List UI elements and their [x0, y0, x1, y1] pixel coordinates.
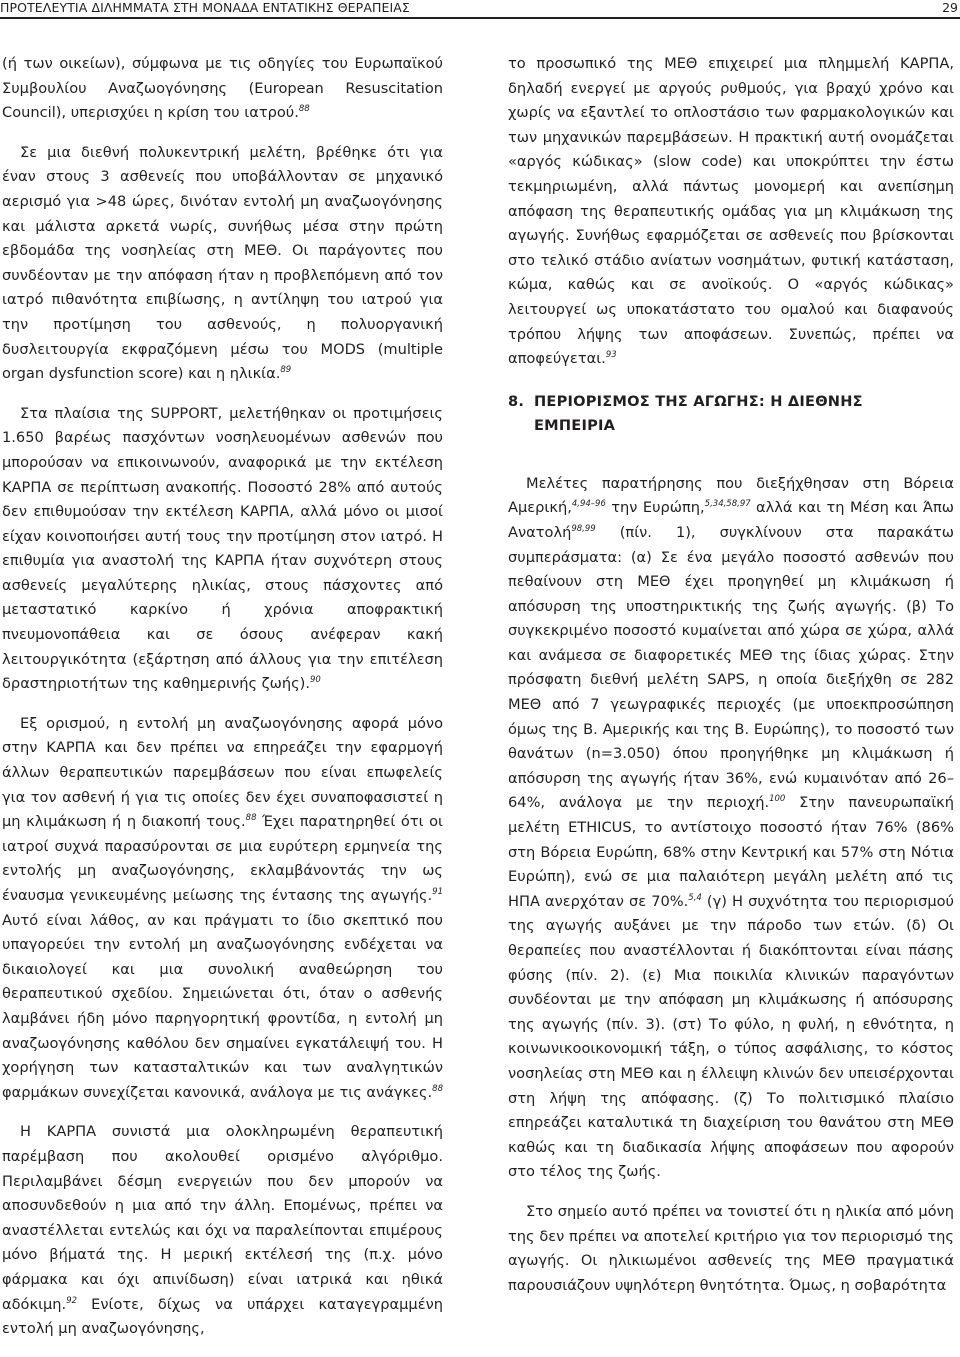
paragraph-text: το προσωπικό της ΜΕΘ επιχειρεί μια πλημμελή ΚΑΡΠΑ, δηλαδή ενεργεί με αργούς ρυθμούς, για βραχύ χρόνο και χωρίς να εξαντλεί το οπλοστάσιο των φαρμακολογικών και των μηχανικών παρεμβάσεων. Η πρακτική αυτή ονομάζεται «αργός κώδικας» (slow code) και υποκρύπτει την έστω τεκμηριωμένη, αλλά πάντως μονομερή και ανεπίσημη απόφαση της θεραπευτικής ομάδας για μη κλιμάκωση της αγωγής. Συνήθως εφαρμόζεται σε ασθενείς που βρίσκονται στο τελικό στάδιο ανίατων νοσημάτων, φυτική κατάσταση, κώμα, καθώς και σε ανοϊκούς. Ο «αργός κώδικας» λειτουργεί ως υποκατάστατο του ομαλού και διαφανούς τρόπου λήψης των αποφάσεων. Συνεπώς, πρέπει να αποφεύγεται. [508, 55, 954, 368]
paragraph [508, 472, 954, 1185]
paragraph [2, 1120, 443, 1341]
paragraph-text: Στην πανευρωπαϊκή μελέτη ETHICUS, το αντίστοιχο ποσοστό ήταν 76% (86% στη Βόρεια Ευρώπη, 68% στην Κεντρική και 57% στη Νότια Ευρώπη), ενώ σε μια παλαιότερη μεγάλη μελέτη από τις ΗΠΑ ανερχόταν σε 70%. [508, 794, 954, 910]
citation: 88 [298, 104, 310, 115]
header-rule [0, 17, 960, 19]
left-column [2, 52, 443, 1357]
section-number: 8. [508, 392, 525, 410]
paragraph [2, 712, 443, 1106]
citation: 100 [769, 794, 786, 805]
citation: 93 [605, 350, 617, 361]
paragraph-text: την Ευρώπη, [605, 499, 705, 517]
paragraph [508, 1200, 954, 1298]
paragraph-text: Μελέτες παρατήρησης που διεξήχθησαν στη Βόρεια Αμερική, [508, 474, 954, 517]
paragraph-text: Σε μια διεθνή πολυκεντρική μελέτη, βρέθηκε ότι για έναν στους 3 ασθενείς που υποβάλλονταν σε μηχανικό αερισμό για >48 ώρες, δινόταν εντολή μη αναζωογόνησης και μάλιστα αρκετά νωρίς, συνήθως μέσα στην πρώτη εβδομάδα της νοσηλείας στη ΜΕΘ. Οι παράγοντες που συνδέονταν με την απόφαση ήταν η προβλεπόμενη από τον ιατρό πιθανότητα επιβίωσης, η αντίληψη του ιατρού για την προτίμηση του ασθενούς, η πολυοργανική δυσλειτουργία εκφραζόμενη μέσω του MODS (multiple organ dysfunction score) και η ηλικία. [2, 143, 443, 383]
citation: 91 [432, 887, 443, 897]
paragraph-text: Στα πλαίσια της SUPPORT, μελετήθηκαν οι προτιμήσεις 1.650 βαρέως πασχόντων νοσηλευομένων ασθενών που μπορούσαν να επικοινωνούν, αναφορικά με την εκτέλεση ΚΑΡΠΑ σε περίπτωση ανακοπής. Ποσοστό 28% από αυτούς δεν επιθυμούσαν την εκτέλεση ΚΑΡΠΑ, αλλά μόνο οι μισοί είχαν κοινοποιήσει αυτή τους την προτίμηση στον ιατρό. Η επιθυμία για αναστολή της ΚΑΡΠΑ ήταν συχνότερη στους ασθενείς μεγαλύτερης ηλικίας, στους πάσχοντες από μεταστατικό καρκίνο ή χρόνια αποφρακτική πνευμονοπάθεια και σε όσους ανέφεραν κακή λειτουργικότητα (εξάρτηση από άλλους για την επιτέλεση δραστηριοτήτων της καθημερινής ζωής). [2, 404, 443, 693]
paragraph-text: (πίν. 1), συγκλίνουν στα παρακάτω συμπεράσματα: (α) Σε ένα μεγάλο ποσοστό ασθενών που πεθαίνουν στη ΜΕΘ έχει προηγηθεί μη κλιμάκωση ή απόσυρση της υποστηρικτικής της ζωής αγωγής. (β) Το συγκεκριμένο ποσοστό κυμαίνεται από χώρα σε χώρα, αλλά και ανάμεσα σε διαφορετικές ΜΕΘ της ίδιας χώρας. Στην πρόσφατη διεθνή μελέτη SAPS, η οποία διεξήχθη σε 282 ΜΕΘ από 7 γεωγραφικές περιοχές (με υποεκπροσώπηση όμως της Β. Αμερικής και της Β. Ευρώπης), το ποσοστό των θανάτων (n=3.050) όπου προηγήθηκε μη κλιμάκωση ή απόσυρση της αγωγής ήταν 36%, ενώ κυμαινόταν από 26–64%, ανάλογα με την περιοχή. [508, 523, 954, 812]
paragraph [2, 52, 443, 126]
paragraph-text: αλλά και τη Μέση και Άπω Ανατολή [508, 499, 954, 541]
paragraph-text: Έχει παρατηρηθεί ότι οι ιατροί συχνά παρασύρονται σε μια ευρύτερη ερμηνεία της εντολής μη αναζωογόνησης, εκλαμβάνοντάς την ως έναυσμα γενικευμένης μείωσης της έντασης της αγωγής. [2, 813, 443, 904]
paragraph-text: (ή των οικείων), σύμφωνα με τις οδηγίες του Ευρωπαϊκού Συμβουλίου Αναζωογόνησης (European Resuscitation Council), υπερισχύει η κρίση του ιατρού. [2, 55, 443, 122]
paragraph-text: Στο σημείο αυτό πρέπει να τονιστεί ότι η ηλικία από μόνη της δεν πρέπει να αποτελεί κριτήριο για τον περιορισμό της αγωγής. Οι ηλικιωμένοι ασθενείς της ΜΕΘ πραγματικά παρουσιάζουν υψηλότερη θνητότητα. Όμως, η σοβαρότητα [508, 1202, 954, 1294]
page-number: 29 [942, 0, 958, 15]
paragraph-text: Η ΚΑΡΠΑ συνιστά μια ολοκληρωμένη θεραπευτική παρέμβαση που ακολουθεί ορισμένο αλγόριθμο. Περιλαμβάνει δέσμη ενεργειών που δεν μπορούν να αποσυνδεθούν η μια από την άλλη. Επομένως, πρέπει να αναστέλλεται εντελώς και όχι να παραλείπονται επιμέρους μόνο βήματά της. Η μερική εκτέλεσή της (π.χ. μόνο φάρμακα και όχι απινίδωση) είναι ιατρικά και ηθικά αδόκιμη. [2, 1123, 443, 1313]
citation: 98,99 [571, 523, 596, 534]
section-title-line1: ΠΕΡΙΟΡΙΣΜΟΣ ΤΗΣ ΑΓΩΓΗΣ: Η ΔΙΕΘΝΗΣ [534, 392, 863, 410]
citation: 5,4 [688, 892, 702, 903]
paragraph [2, 402, 443, 697]
running-title: ΠΡΟΤΕΛΕΥΤΙΑ ΔΙΛΗΜΜΑΤΑ ΣΤΗ ΜΟΝΑΔΑ ΕΝΤΑΤΙΚΗΣ ΘΕΡΑΠΕΙΑΣ [0, 0, 410, 15]
citation: 88 [432, 1083, 443, 1094]
paragraph-text: (γ) Η συχνότητα του περιορισμού της αγωγής αυξάνει με την πάροδο των ετών. (δ) Οι θεραπείες που αναστέλλονται ή διακόπτονται είναι πάσης φύσης (πίν. 2). (ε) Μια ποικιλία κλινικών παραγόντων συνδέονται με την απόφαση μη κλιμάκωσης ή απόσυρσης της αγωγής (πίν. 3). (στ) Το φύλο, η φυλή, η εθνότητα, η κοινωνικοοικονομική τάξη, ο τύπος ασφάλισης, το κόστος νοσηλείας στη ΜΕΘ και η έλλειψη κλινών δεν υπεισέρχονται στη λήψη της απόφασης. (ζ) Το πολιτισμικό πλαίσιο επηρεάζει καταλυτικά τη διαχείριση του θανάτου στη ΜΕΘ καθώς και τη διαδικασία λήψης αποφάσεων που αφορούν στο τέλος της ζωής. [508, 892, 954, 1181]
citation: 5,34,58,97 [704, 499, 751, 510]
citation: 90 [310, 675, 321, 686]
citation: 89 [280, 365, 292, 376]
paragraph-text: Εξ ορισμού, η εντολή μη αναζωογόνησης αφορά μόνο στην ΚΑΡΠΑ και δεν πρέπει να επηρεάζει την εφαρμογή άλλων θεραπευτικών παρεμβάσεων που είναι επωφελείς για τον ασθενή ή για τις οποίες δεν έχει συναποφασιστεί η μη κλιμάκωση ή η διακοπή τους. [2, 714, 443, 831]
section-heading [508, 390, 954, 438]
paragraph-text: Ενίοτε, δίχως να υπάρχει καταγεγραμμένη εντολή μη αναζωογόνησης, [2, 1295, 443, 1338]
running-header [0, 0, 960, 20]
right-column [508, 52, 954, 1313]
citation: 92 [66, 1295, 78, 1306]
paragraph-text: Αυτό είναι λάθος, αν και πράγματι το ίδιο σκεπτικό που υπαγορεύει την εντολή μη αναζωογόνησης ενδέχεται να δικαιολογεί και μια συνολική αναθεώρηση του θεραπευτικού σχεδίου. Σημειώνεται ότι, όταν ο ασθενής λαμβάνει ήδη μόνο παρηγορητική φροντίδα, η εντολή μη αναζωογόνησης καθόλου δεν σημαίνει εγκατάλειψή του. Η χορήγηση των κατασταλτικών και των αναλγητικών φαρμάκων συνεχίζεται κανονικά, ανάλογα με τις ανάγκες. [2, 911, 443, 1101]
paragraph [2, 141, 443, 387]
paragraph [508, 52, 954, 372]
citation: 88 [245, 813, 257, 824]
citation: 4,94–96 [571, 499, 606, 510]
section-title-line2: ΕΜΠΕΙΡΙΑ [534, 416, 616, 434]
